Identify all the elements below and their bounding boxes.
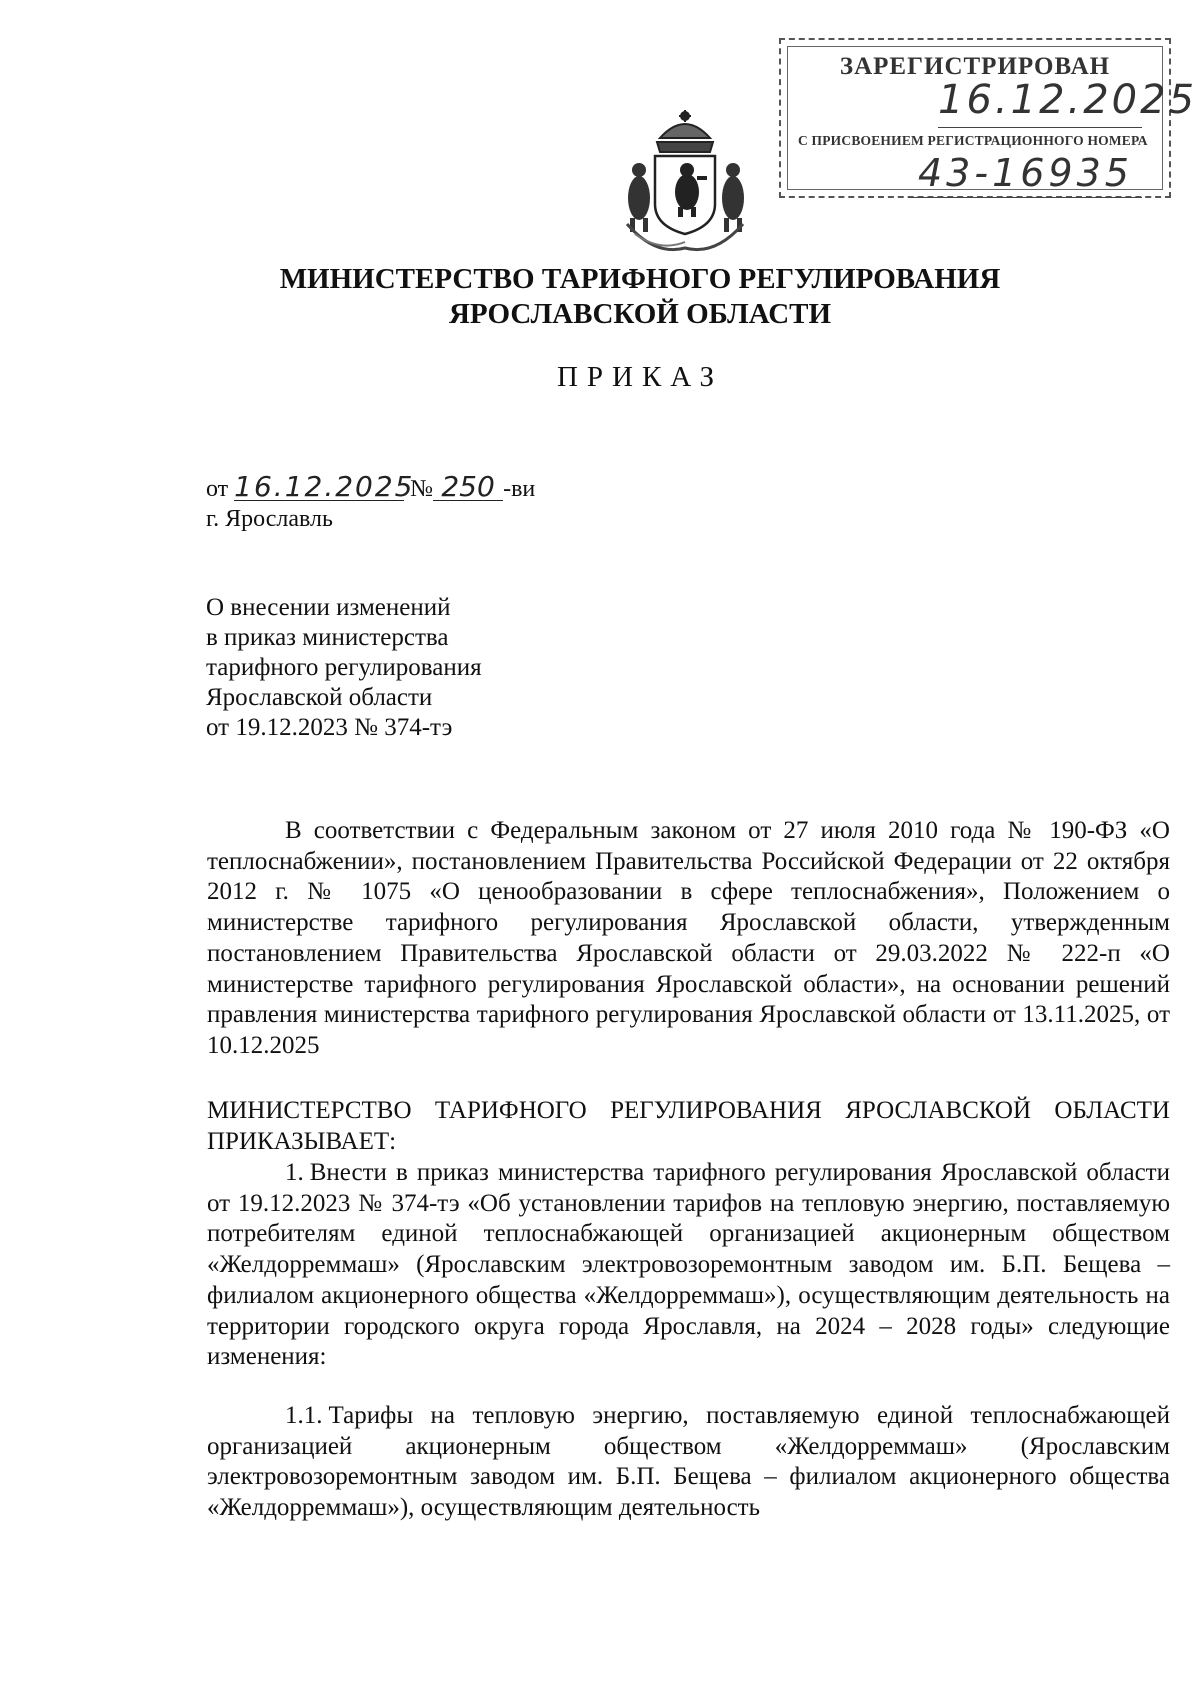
subject-line: тарифного регулирования [206,654,482,681]
yaroslavl-coat-of-arms-icon [615,106,755,256]
item-text: Тарифы на тепловую энергию, поставляемую единой теплоснабжающей организацией акционерным обществом «Желдорреммаш» (Ярославским электровозоремонтным заводом им. Б.П. Бещева – филиалом акционерного общества «Желдорреммаш»), осуществляющим деятельность [207,1402,1170,1522]
stamp-number-underline [908,197,1142,198]
document-type: ПРИКАЗ [556,361,724,393]
registration-stamp [779,38,1198,198]
subject-line: О внесении изменений [206,594,451,621]
order-item-1 [207,1158,1170,1373]
stamp-title: ЗАРЕГИСТРИРОВАН [839,53,1111,80]
item-number: 1. [285,1159,304,1186]
city: г. Ярославль [206,506,333,532]
item-text: Внести в приказ министерства тарифного регулирования Ярославской области от 19.12.2023 № 374-тэ «Об установлении тарифов на тепловую энергию, поставляемую потребителям единой теплоснабжающей организацией акционерным обществом «Желдорреммаш» (Ярославским электровозоремонтным заводом им. Б.П. Бещева – филиалом акционерного общества «Желдорреммаш»), осуществляющим деятельность на территории городского округа города Ярославля, на 2024 – 2028 годы» следующие изменения: [207,1159,1170,1371]
subject-line: Ярославской области [206,684,433,711]
stamp-subtitle: С ПРИСВОЕНИЕМ РЕГИСТРАЦИОННОГО НОМЕРА [798,133,1148,148]
item-number: 1.1. [285,1402,323,1429]
date-prefix: от [206,476,229,502]
order-subject [206,593,482,743]
preamble-paragraph: В соответствии с Федеральным законом от 27 июля 2010 года № 190-ФЗ «О теплоснабжении», постановлением Правительства Российской Федерации от 22 октября 2012 г. № 1075 «О ценообразовании в сфере теплоснабжения», Положением о министерстве тарифного регулирования Ярославской области, утвержденным постановлением Правительства Ярославской области от 29.03.2022 № 222-п «О министерстве тарифного регулирования Ярославской области», на основании решений правления министерства тарифного регулирования Ярославской области от 13.11.2025, от 10.12.2025 [207,817,1170,1059]
subject-line: в приказ министерства [206,624,449,651]
stamp-registration-number: 43-16935 [918,151,1133,195]
subject-line: от 19.12.2023 № 374-тэ [206,714,453,741]
stamp-inner-frame [787,46,1198,195]
decree-statement: МИНИСТЕРСТВО ТАРИФНОГО РЕГУЛИРОВАНИЯ ЯРОСЛАВСКОЙ ОБЛАСТИ ПРИКАЗЫВАЕТ: [207,1097,1170,1155]
order-date-number-line [206,470,536,503]
stamp-date-underline [938,127,1142,128]
ministry-heading [200,262,1080,332]
order-item-1-1 [207,1401,1170,1524]
ministry-heading-line1: МИНИСТЕРСТВО ТАРИФНОГО РЕГУЛИРОВАНИЯ [279,263,1001,295]
number-suffix: -ви [503,476,536,502]
handwritten-date: 16.12.2025 [234,470,415,503]
stamp-date: 16.12.2025 [938,77,1198,123]
number-prefix: № [410,476,434,502]
handwritten-number: 250 [433,474,503,501]
ministry-heading-line2: ЯРОСЛАВСКОЙ ОБЛАСТИ [448,298,832,330]
